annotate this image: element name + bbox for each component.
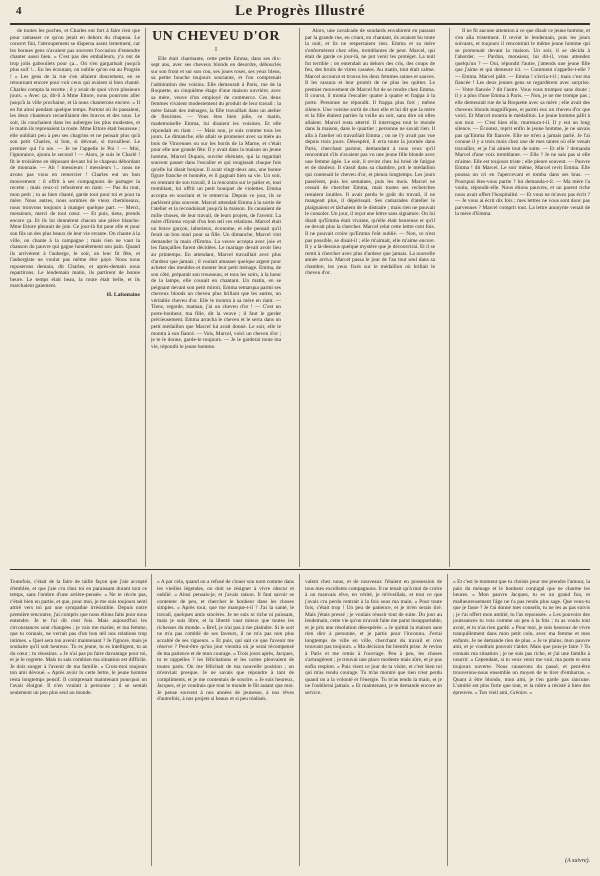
author-signature: H. Lafontaine <box>106 291 140 298</box>
column-4 <box>455 28 590 567</box>
page-header <box>10 3 590 25</box>
lower-column-2-text: « A par cela, quand on a refusé de clouer son nom comme dans les vieilles légendes, on doit se résigner à vivre obscur et oublié. « Ainsi pensais-je, et j'avais raison. Il faut savoir se contenter de peu, et chercher le bonheur dans les choses simples. « Après tout, que me manque-t-il ? J'ai la santé, le travail, quelques amis sincères. Je ne suis ni riche ni puissant, mais je suis libre, et la liberté vaut mieux que toutes les richesses du monde. « Bref, je n'ai pas à me plaindre. Si le sort ne m'a pas comblé de ses faveurs, il ne m'a pas non plus accablé de ses rigueurs. « Et puis, qui sait ce que l'avenir me réserve ? Peut-être qu'un jour viendra où je serai récompensé de ma patience et de mon courage. « Trois jours après, Jacques, tu te rappelles ? les félicitations et les cartes pleuvaient de toutes parts. On me félicitait de ma nouvelle position ; on m'enviait presque. Je ne savais que répondre à tant de compliments, et je me contentais de sourire. « Je suis heureux, Jacques, et je voudrais que tout le monde le fût autant que moi. Je pense souvent à nos années de jeunesse, à nos rêves d'autrefois, à nos projets si beaux et si peu réalisés. <box>157 579 294 703</box>
story-title: UN CHEVEU D'OR <box>152 29 280 44</box>
lower-column-4-text: « Et c'est le moment que tu choisis pour me prendre l'amour, la paix du ménage et le bonheur conjugal que ne charme les heures. « Mon pauvre Jacques, tu es un grand fou, et malheureusement l'âge ne t'a pas rendu plus sage. Que veux-tu que je fasse ? Je t'ai donné mes conseils, tu ne les as pas suivis ; je t'ai offert mon amitié, tu l'as repoussée. « Les pouvoirs des jouissances tu vois comme un peu à la fois ; tu as voulu tout avoir, et tu n'as rien gardé. « Pour moi, je suis heureux de vivre tranquillement dans mon petit coin, avec ma femme et mes enfants. Je ne demande rien de plus. « Je te plains, mon pauvre ami, et je voudrais pouvoir t'aider. Mais que puis-je faire ? Tu connais ma situation ; je ne suis pas riche, et j'ai une famille à nourrir. « Cependant, si tu veux venir me voir, ma porte te sera toujours ouverte. Nous causerons du passé, et peut-être trouverons-nous ensemble un moyen de te tirer d'embarras. « Quant à être blondo, mon ami, je t'en garde pas rancune. L'amitié est plus forte que tout, et la nôtre a résisté à bien des épreuves. « Ton vieil ami, Gréoire. » <box>453 579 590 696</box>
section-divider <box>10 569 590 570</box>
lower-column-1-text: Toutefois, c'était de la faire de taille façon que j'aie accepté d'emblée, et que j'aie cru chez toi en paraissant durant tout ce temps, sans l'ombre d'une arrière-pensée. « Ne te récrie pas, c'était bien en partie, et que, pour moi, je me suis toujours senti attiré vers toi par une sympathie irrésistible. Depuis notre première rencontre, j'ai compris que nous étions faits pour nous entendre. Je te l'ai dit cent fois. Mais aujourd'hui les circonstances sont changées ; je vais me marier, et ma femme, que tu connais, ne verrait pas d'un bon œil nos relations trop intimes. « Quel sera ton avenir maintenant ? Je l'ignore, mais je souhaite qu'il soit heureux. Tu es jeune, tu es intelligent, tu as du cœur ; tu réussiras. « Je n'ai pas pu faire davantage pour toi, et je le regrette. Mais tu sais combien ma situation est difficile. Je dois songer à l'avenir de ma famille. « Crois-moi toujours ton ami dévoué. » Après avoir lu cette lettre, le jeune homme resta longtemps pensif. Il comprenait maintenant pourquoi on l'avait éloigné. Il n'en voulait à personne ; il se sentait seulement un peu plus seul au monde. <box>10 579 147 696</box>
lower-column-4 <box>453 574 590 856</box>
column-divider <box>299 28 300 567</box>
lower-column-1 <box>10 574 147 866</box>
column-3-text: Alors, une cavalcade de soudards envahirent en passant par la grande rue, en criant, en chantant, ils avaient bu toute la nuit, et ils ne respectaient rien. Emma et sa mère s'enfermèrent chez elles, tremblantes de peur. Marcel, qui était de garde ce jour-là, ne put venir les protéger. La nuit fut terrible ; on entendait au dehors des cris, des coups de feu, des bruits de vitres cassées. Au matin, tout était calme. Marcel accourut et trouva les deux femmes saines et sauves. Il les rassura et leur promit de ne plus les quitter. Le premier mouvement de Marcel fut de se rendre chez Emma. Il courut, il monta l'escalier quatre à quatre et frappa à la porte. Personne ne répondit. Il frappa plus fort ; même silence. Une voisine sortit de chez elle et lui dit que la mère et la fille étaient parties la veille au soir, sans dire où elles allaient. Marcel resta atterré. Il interrogea tout le monde dans la maison, dans le quartier ; personne ne savait rien. Il alla à l'atelier où travaillait Emma ; on ne l'y avait pas vue depuis trois jours. Désespéré, il erra toute la journée dans Paris, cherchant partout, demandant à tous ceux qu'il rencontrait s'ils n'avaient pas vu une jeune fille blonde avec une femme âgée. Le soir, il revint chez lui brisé de fatigue et de douleur. Il s'assit dans sa chambre, prit le médaillon qui contenait le cheveu d'or, et pleura longtemps. Les jours passèrent, puis les semaines, puis les mois. Marcel ne cessait de chercher Emma, mais toutes ses recherches restaient inutiles. Il avait perdu le goût du travail, il ne mangeait plus, il dépérissait. Ses camarades d'atelier le plaignaient et tâchaient de le distraire ; mais rien ne pouvait le consoler. Un jour, il reçut une lettre sans signature. On lui disait qu'Emma était vivante, qu'elle était heureuse et qu'il ne devait plus la chercher. Marcel relut cette lettre cent fois. Il ne pouvait croire qu'Emma l'eût oublié. — Non, ce n'est pas possible, se disait-il ; elle m'aimait, elle m'aime encore. Il y a là-dessous quelque mystère que je découvrirai. Et il se remit à chercher avec plus d'ardeur que jamais. La nouvelle année arriva. Marcel passa le jour de l'an tout seul dans sa chambre, les yeux fixés sur le médaillon où brillait le cheveu d'or. <box>305 28 435 277</box>
column-divider <box>299 574 300 866</box>
column-1-text: de toutes les poches, et Charles eut fort à faire rien que pour ramasser ce qu'on jetait en dehors du chapeau. Le concert fini, l'attroupement se dispersa assez lentement, car les bonnes gens n'avaient pas souvent l'occasion d'entendre chanter aussi bien. « C'est pas des emballeurs, y'a ont de trop jolis gabouilets pour ça... On s'en gargarisait jusqu'à plus soif !... En les écoutant, on oublie qu'on est au Progrès ! » Les gens de la rue s'en allaient doucement, en se retournant encore pour voir ceux qui avaient si bien chanté. Charles compta la recette ; il y avait de quoi vivre plusieurs jours. « Avec ça, dit-il à Mme Ettore, nous pourrons aller jusqu'à la ville prochaine, et là nous chanterons encore. » Il en fut ainsi pendant quelque temps. Partout où ils passaient, les deux chanteurs recueillaient des bravos et des sous. Le soir, ils couchaient dans les auberges les plus modestes, et le matin ils reprenaient la route. Mme Ettore était heureuse ; elle oubliait peu à peu ses chagrins et ne pensait plus qu'à son petit Charles, si bon, si dévoué, si travailleur. Le premier qui l'a nie. — Je ne l'appelle le Poi ! — Moi, l'ignorance, ajouta le second ! — Alors, je suis le Charlé ! fit le troisième en déposant devant lui le chapeau débordant de monnaie. — Ah ! messieurs ! messieurs !... nous ne avons pas vous en remercier ! Charles eut un bon mouvement : il offrit à ses compagnons de partager la recette ; mais ceux-ci refusèrent en riant. — Pas du tout, mon petit ; tu as bien chanté, garde tout pour toi et pour ta mère. Nous autres, nous sommes de vieux chemineaux, nous trouvons toujours à manger quelque part. — Merci, messieurs, merci de tout cœur. — Et puis, tiens, prends encore ça. Et ils lui donnèrent chacun une pièce blanche. Mme Ettore pleurait de joie. Ce jour-là fut pour elle et pour son fils un des plus beaux de leur vie errante. On chante à la ville, on chante à la campagne ; mais rien ne vaut la chanson du pauvre qui gagne honnêtement son pain. Quand ils arrivèrent à l'auberge, le soir, on leur fit fête, et l'aubergiste ne voulut pas même être payé. Nous nous reposerons demain, dit Charles, et après-demain nous repartirons. Le lendemain matin, ils partirent de bonne heure. Le temps était beau, la route était belle, et ils marchaient gaiement. <box>10 28 140 290</box>
column-divider <box>447 574 448 866</box>
lower-column-3-text: valent chez nous, et de nouveaux l'étaient en possession de tous mes excellents compagnons. Il ne tenait qu'à moi de croire à un mauvais rêve, en vérité, je m'éveillais, et tout ce que j'avais cru perdu rentrait à la fois sous ma main. « Pour toute fois, c'était trop ! Un peu de patience, et je m'en serais tiré. Mais j'étais pressé ; je voulais réussir tout de suite. Du jour au lendemain, cette vie qu'on m'avait faite me parut insupportable, et je pris une résolution désespérée. « Je quittai la maison sans rien dire à personne, et je partis pour l'inconnu. J'errai longtemps de ville en ville, cherchant du travail et n'en trouvant pas toujours. « Ma décision fut bientôt prise. Je revins à Paris et me remis à l'ouvrage. Peu à peu, les choses s'arrangèrent ; je trouvai une place modeste mais sûre, et je pus enfin respirer. « Puis vient ce jour de ta visite, et c'est bien toi qui m'as rendu courage. Tu m'as montré que rien n'est perdu quand on a la volonté et l'énergie. Tu m'as tendu la main, et je ne l'oublierai jamais. « Et maintenant, je te demande encore un service. <box>305 579 442 696</box>
column-1 <box>10 28 140 567</box>
column-divider <box>449 28 450 567</box>
chapter-heading: I <box>215 47 217 53</box>
column-2 <box>151 28 281 567</box>
column-4-text: Il ne fit aucune attention à ce que disait ce jeune homme, et s'en alla tristement. Il revint le lendemain, puis les jours suivants, et toujours il rencontrait le même jeune homme qui se promenait devant la maison. Un soir, il se décida à l'aborder. — Pardon, monsieur, lui dit-il, vous attendez quelqu'un ? — Oui, répondit l'autre, j'attends une jeune fille que j'aime et qui demeure ici. — Comment s'appelle-t-elle ? — Emma. Marcel pâlit. — Emma ! s'écria-t-il ; mais c'est ma fiancée ! Les deux jeunes gens se regardèrent avec surprise. — Votre fiancée ? dit l'autre. Vous vous trompez sans doute ; il y a plus d'une Emma à Paris. — Non, je ne me trompe pas ; elle demeurait rue de la Roquette avec sa mère ; elle avait des cheveux blonds magnifiques, et parmi eux un cheveu d'or que voici. Et Marcel montra le médaillon. Le jeune homme pâlit à son tour. — C'est bien elle, murmura-t-il. Il y eut un long silence. — Écoutez, reprit enfin le jeune homme, je ne savais pas qu'Emma fût fiancée. Elle ne m'en a jamais parlé. Je l'ai connue il y a trois mois chez une de mes tantes où elle venait travailler, et je l'ai aimée tout de suite. — Et elle ? demanda Marcel d'une voix tremblante. — Elle ? Je ne sais pas si elle m'aime. Elle est toujours triste ; elle pleure souvent. — Pauvre Emma ! dit Marcel. Le soir même, Marcel revit Emma. Elle poussa un cri en l'apercevant et tomba dans ses bras. — Pourquoi êtes-vous partie ? lui demanda-t-il. — Ma mère l'a voulu, répondit-elle. Nous étions pauvres, et un parent riche nous avait offert l'hospitalité. — Et vous ne m'avez pas écrit ? — Je vous ai écrit dix fois ; mes lettres ne vous sont donc pas parvenues ? Marcel comprit tout. La lettre anonyme venait de la mère d'Emma. <box>455 28 590 218</box>
lower-column-3 <box>305 574 442 866</box>
column-3 <box>305 28 435 567</box>
column-2-text: Elle était charmante, cette petite Emma, dans ses dix-sept ans, avec ses cheveux blonds en désordre, débouclés sur son front et sur son cou, ses joues roses, ses yeux bleus, sa petite bouche toujours souriante, et l'on comprenait l'admiration des voisins. Elle demeurait à Paris, rue de la Roquette, au cinquième étage d'une maison ouvrière, avec sa mère, veuve d'un employé de commerce. Ces deux femmes vivaient modestement du produit de leur travail : la mère faisait des ménages, la fille travaillait dans un atelier de fleuristes. — Vous êtes bien jolie, ce matin, mademoiselle Emma, lui disaient les voisines. Et elle répondait en riant : — Mais non, je suis comme tous les jours. Le dimanche, elle allait se promener avec sa mère au bois de Vincennes ou sur les bords de la Marne, et c'était pour elle une grande fête. Il y avait dans la maison un jeune homme, Marcel Dupuis, ouvrier ébéniste, qui la regardait souvent passer dans l'escalier et qui rougissait chaque fois qu'elle lui disait bonjour. Il avait vingt-deux ans, une bonne figure franche et honnête, et il gagnait bien sa vie. Un soir, en rentrant de son travail, il la rencontra sur le palier et, tout tremblant, lui offrit un petit bouquet de violettes. Emma accepta en souriant et le remercia. Depuis ce jour, ils se parlèrent plus souvent. Marcel attendait Emma à la sortie de l'atelier et la reconduisait jusqu'à la maison. Ils causaient de mille choses, de leur travail, de leurs projets, de l'avenir. La mère d'Emma voyait d'un bon œil ces relations. Marcel était un brave garçon, laborieux, économe, et elle pensait qu'il ferait un bon mari pour sa fille. Un dimanche, Marcel vint demander la main d'Emma. La veuve accepta avec joie et les fiançailles furent décidées. Le mariage devait avoir lieu au printemps. En attendant, Marcel travaillait avec plus d'ardeur que jamais ; il voulait amasser quelque argent pour acheter des meubles et monter leur petit ménage. Emma, de son côté, préparait son trousseau, et tous les soirs, à la lueur de la lampe, elle cousait en chantant. Un matin, en se peignant devant son petit miroir, Emma remarqua parmi ses cheveux blonds un cheveu plus brillant que les autres, un véritable cheveu d'or. Elle le montra à sa mère en riant. — Tiens, regarde, maman, j'ai un cheveu d'or ! — C'est un porte-bonheur, ma fille, dit la veuve ; il faut le garder précieusement. Emma arracha le cheveu et le serra dans un petit médaillon que Marcel lui avait donné. Le soir, elle le montra à son fiancé. — Vois, Marcel, voici un cheveu d'or ; je te le donne, garde-le toujours. — Je le garderai toute ma vie, répondit le jeune homme. <box>151 55 281 350</box>
page-number: 4 <box>16 5 22 17</box>
continuation-note: (A suivre). <box>565 858 590 864</box>
lower-column-2 <box>157 574 294 866</box>
column-divider <box>145 28 146 567</box>
journal-title: Le Progrès Illustré <box>234 3 366 19</box>
column-divider <box>151 574 152 866</box>
